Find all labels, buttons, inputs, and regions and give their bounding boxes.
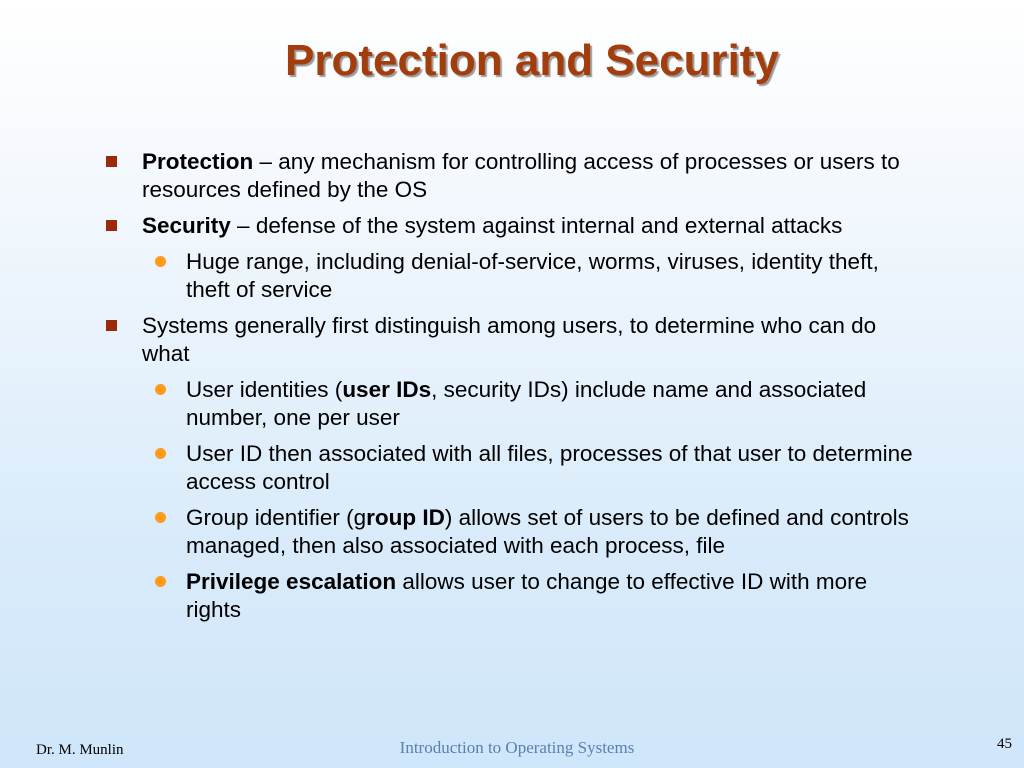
sub-bullet-post: allows user to change to effective ID with more rights	[186, 569, 868, 622]
bullet-text: Systems generally first distinguish among users, to determine who can do what	[142, 313, 877, 366]
sub-bullet-bold-term: roup ID	[366, 505, 445, 530]
bullet-bold-term: Protection	[142, 149, 254, 174]
bullet-text: – any mechanism for controlling access of processes or users to resources defined by the OS	[142, 149, 900, 202]
sub-bullet-user-id-files	[100, 440, 920, 496]
sub-bullet-post: , security IDs) include name and associated number, one per user	[186, 377, 867, 430]
sub-bullet-bold-term: user IDs	[342, 377, 432, 402]
round-bullet-icon	[155, 256, 166, 267]
bullet-security	[100, 212, 920, 240]
round-bullet-icon	[155, 448, 166, 459]
sub-bullet-post: ) allows set of users to be defined and controls managed, then also associated with each process, file	[186, 505, 909, 558]
footer-course-title: Introduction to Operating Systems	[399, 738, 635, 757]
bullet-bold-term: Security	[142, 213, 231, 238]
round-bullet-icon	[155, 384, 166, 395]
square-bullet-icon	[106, 220, 117, 231]
sub-bullet-group-identifier	[100, 504, 920, 560]
slide-content	[100, 148, 920, 632]
sub-bullet-bold-term: Privilege escalation	[186, 569, 397, 594]
footer-page-number: 45	[997, 736, 1012, 752]
sub-bullet-user-identities	[100, 376, 920, 432]
sub-bullet-huge-range	[100, 248, 920, 304]
sub-bullet-text: Huge range, including denial-of-service, worms, viruses, identity theft, theft of service	[186, 249, 879, 302]
sub-bullet-privilege-escalation	[100, 568, 920, 624]
round-bullet-icon	[155, 512, 166, 523]
footer-author: Dr. M. Munlin	[36, 742, 124, 758]
bullet-protection	[100, 148, 920, 204]
square-bullet-icon	[106, 156, 117, 167]
sub-bullet-pre: User identities (	[186, 377, 343, 402]
square-bullet-icon	[106, 320, 117, 331]
sub-bullet-pre: Group identifier (g	[186, 505, 367, 530]
bullet-text: – defense of the system against internal and external attacks	[230, 213, 843, 238]
sub-bullet-text: User ID then associated with all files, processes of that user to determine access control	[186, 441, 913, 494]
round-bullet-icon	[155, 576, 166, 587]
slide-title: Protection and Security	[285, 36, 779, 85]
bullet-systems-distinguish	[100, 312, 920, 368]
